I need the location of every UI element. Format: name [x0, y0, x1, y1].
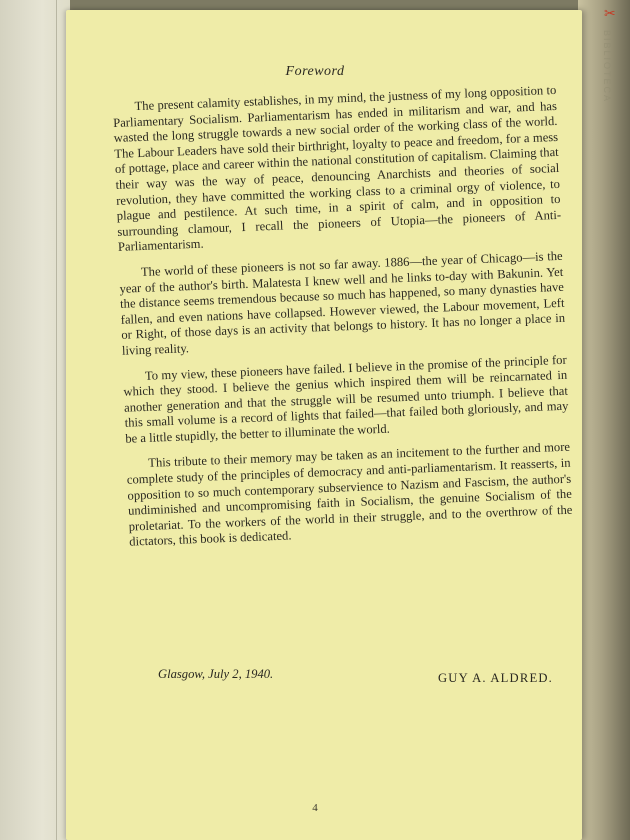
- dateline-place: Glasgow,: [158, 667, 205, 681]
- paragraph-2: The world of these pioneers is not so far away. 1886—the year of Chicago—is the year of the author's birth. Malatesta I knew well and he links to-day with Bakunin. Yet the distance seems tremendous because so much has happened, so many dynasties have fallen, and even nations have collapsed. However viewed, the Labour movement, Left or Right, of those days is an activity that belongs to history. It has no longer a place in living reality.: [119, 248, 566, 358]
- right-book-edge: [578, 0, 630, 840]
- page-number: 4: [312, 802, 318, 814]
- library-stamp: BIBLIOTECA: [602, 30, 612, 104]
- margin-rule: [56, 0, 57, 840]
- page-title: Foreword: [285, 64, 345, 79]
- author-signature: GUY A. ALDRED.: [438, 671, 553, 685]
- paragraph-1: The present calamity establishes, in my mind, the justness of my long opposition to Parliamentary Socialism. Parliamentarism has ended in militarism and war, and has wasted the long struggle towards a new social order of the working class of the world. The Labour Leaders have sold their birthright, loyalty to peace and freedom, for a mess of pottage, place and career within the national constitution of capitalism. Claiming that their way was the way of peace, denouncing Anarchists and theories of social revolution, they have committed the working class to a criminal orgy of violence, to plague and pestilence. At such time, in a spirit of calm, and in opposition to surrounding clamour, I recall the pioneers of Utopia—the pioneers of Anti-Parliamentarism.: [112, 82, 562, 255]
- foreword-body: [112, 75, 574, 561]
- left-backdrop: [0, 0, 70, 840]
- paragraph-3: To my view, these pioneers have failed. I believe in the promise of the principle for which they stood. I believe the genius which inspired them will be reincarnated in another generation and that the struggle will be resumed unto triumph. I believe that this small volume is a record of lights that failed—that failed both gloriously, and may be a little stupidly, the better to illuminate the world.: [123, 352, 569, 446]
- dateline-date: July 2, 1940.: [208, 667, 274, 681]
- dateline: [158, 667, 273, 682]
- paragraph-4: This tribute to their memory may be taken as an incitement to the further and more complete study of the principles of democracy and anti-parliamentarism. It reasserts, in opposition to so much contemporary subservience to Nazism and Fascism, the author's undiminished and uncompromising faith in Socialism, the genuine Socialism of the proletariat. To the workers of the world in their struggle, and to the overthrow of the dictators, this book is dedicated.: [126, 440, 573, 550]
- paperclip-icon: ✂: [604, 6, 616, 22]
